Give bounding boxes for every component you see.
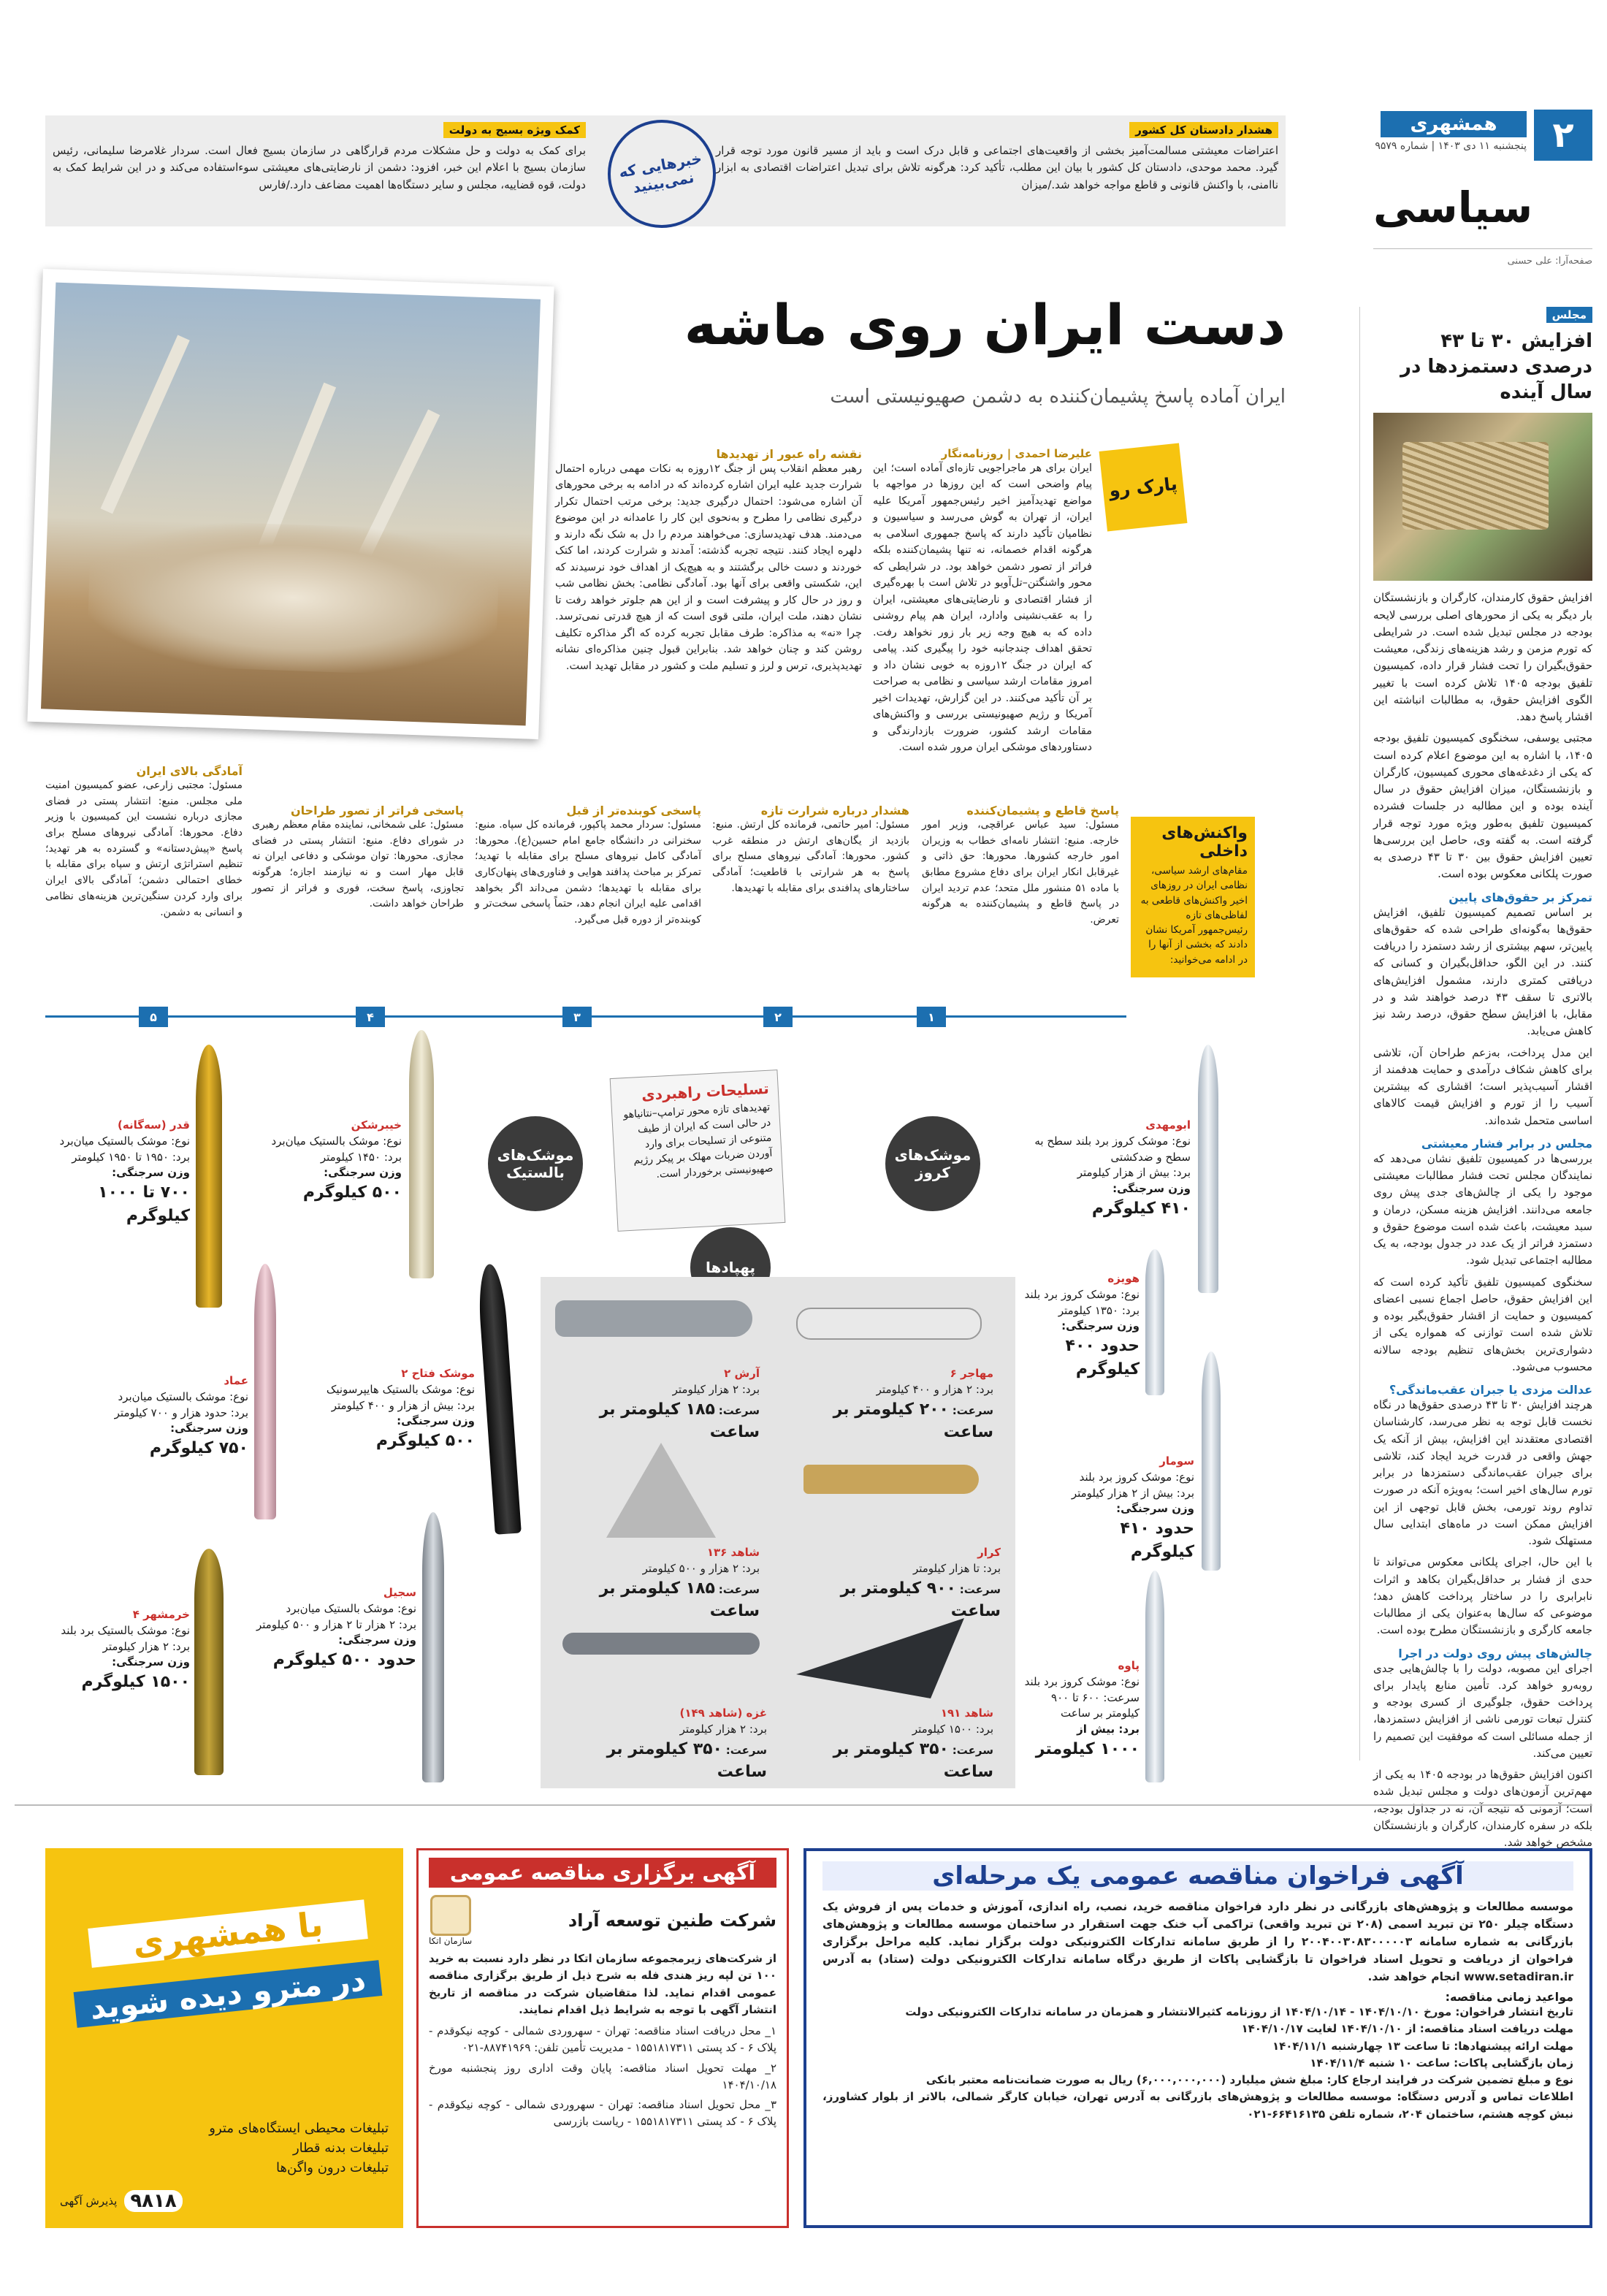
reaction-2 (712, 804, 909, 896)
main-title: دست ایران روی ماشه (684, 292, 1286, 357)
right-col-h2: تمرکز بر حقوق‌های پایین (1448, 890, 1592, 904)
park-badge-text: پارک رو (1108, 473, 1178, 501)
tender2-title: آگهی برگزاری مناقصه عمومی (429, 1858, 776, 1888)
missile-emad-weight: ۷۵۰ کیلوگرم (149, 1439, 248, 1457)
missile-paveh-name: پاوه (1118, 1659, 1140, 1672)
missile-abumahdi-type: نوع: موشک کروز برد بلند سطح به سطح و ضدکشتی (1034, 1134, 1191, 1164)
missile-fattah2 (299, 1366, 475, 1453)
missile-qadr-weight: ۷۰۰ تا ۱۰۰۰ کیلوگرم (98, 1183, 190, 1225)
missile-soumar (1052, 1454, 1194, 1564)
missile-fattah2-weight-label: وزن سرجنگی: (397, 1414, 475, 1428)
news-right-text: اعتراضات معیشتی مسالمت‌آمیز بخشی از واقعیت‌های اجتماعی و قابل درک است و باید از مسیر قانون مورد توجه قرار گیرد. محمد موحدی، دادستان کل کشور با بیان این مطلب، تأکید کرد: هرگونه تلاش برای تبدیل اعتراضات اقتصادی به ابزار ناامنی، با واکنش قانونی و قاطع مواجه خواهد شد./میزان (716, 144, 1278, 191)
right-col-p6: اجرای این مصوبه، دولت را با چالش‌هایی جدی روبه‌رو خواهد کرد. تأمین منابع پایدار برای پرداخت حقوق، جلوگیری از کسری بودجه و کنترل تبعات تورمی ناشی از افزایش دستمزدها، از جمله مسائلی است که موفقیت این تصمیم را تعیین می‌کند. (1373, 1661, 1592, 1760)
missile-hoveizeh (1008, 1271, 1140, 1381)
missile-khorramshahr-weight-label: وزن سرجنگی: (112, 1655, 190, 1669)
right-col-p3: بر اساس تصمیم کمیسیون تلفیق، افزایش حقوق‌ها به‌گونه‌ای طراحی شده که حقوق‌های پایین‌تر، سهم بیشتری از رشد دستمزد را دریافت کنند. در این الگو، حداقل‌بگیران و کسانی که دریافتی کمتری دارند، مشمول افزایش‌های بالاتری تا سقف ۴۳ درصد خواهند شد و در مقابل، با افزایش سطح حقوق، درصد رشد نیز کاهش می‌یابد. (1373, 905, 1593, 1038)
tender-date-2: مهلت دریافت اسناد مناقصه: از ۱۴۰۴/۱۰/۱۰ لغایت ۱۴۰۴/۱۰/۱۷ (1241, 2022, 1573, 2036)
stamp-text: خبرهایی که نمی‌بینید (617, 149, 703, 197)
missile-sejjil-weight-label: وزن سرجنگی: (338, 1633, 416, 1647)
missile-emad-type: نوع: موشک بالستیک میان‌برد (118, 1389, 248, 1403)
missile-qadr-image (196, 1045, 222, 1308)
missile-kheibar-range: برد: ۱۴۵۰ کیلومتر (320, 1150, 402, 1164)
center-info-box (610, 1069, 786, 1232)
drone-3-range: برد: ۲ هزار و ۵۰۰ کیلومتر (642, 1561, 760, 1575)
tender2-heading: شرکت طنین توسعه آراد (568, 1910, 776, 1931)
page-editor: صفحه‌آرا: علی حسنی (1507, 256, 1592, 267)
missile-abumahdi (1023, 1118, 1191, 1221)
missile-khorramshahr-range: برد: ۲ هزار کیلومتر (102, 1639, 190, 1653)
promo-item-2: تبلیغات بدنه قطار (292, 2140, 389, 2156)
tender-body: موسسه مطالعات و پژوهش‌های بازرگانی در نظر دارد فراخوان مناقصه خرید، نصب، راه اندازی، آموزش و خدمات پس از فروش یک دستگاه چیلر ۲۵۰ تن تبرید اسمی (۲۰۸ تن تبرید واقعی) تراکمی آب خنک جهت استقرار در ساختمان موسسه مطالعات و پژوهش‌های بازرگانی به شماره سامانه ۲۰۰۴۰۰۳۰۸۳۰۰۰۰۰۳ را از طریق سامانه تدارکات الکترونیکی دولت برگزار نماید. کلیه مراحل برگزاری فراخوان از دریافت و تحویل اسناد فراخوان تا بازگشایی پاکات از طریق درگاه سامانه تدارکات الکترونیکی دولت (ستاد) به آدرس www.setadiran.ir انجام خواهد شد. (822, 1900, 1573, 1984)
promo-line2: در مترو دیده شوید (74, 1960, 383, 2028)
drone-icon (796, 1618, 964, 1698)
reaction-2-body: مسئول: امیر حاتمی، فرمانده کل ارتش. منبع: بازدید از یگان‌های ارتش در منطقه غرب کشور. محورها: آمادگی نیروهای مسلح برای پاسخ به هر شرارتی با قاطعیت؛ آمادگی ساختارهای پدافندی برای مقابله با تهدیدها. (712, 819, 909, 894)
timeline-4: ۴ (356, 1007, 385, 1027)
missile-emad-image (254, 1264, 276, 1519)
center-info-text: تهدیدهای تازه محور ترامپ–نتانیاهو در حالی است که ایران از طیف متنوعی از تسلیحات برای وارد آوردن ضربات مهلک بر پیکر رژیم صهیونیستی برخوردار است. (623, 1101, 774, 1181)
missile-emad-range: برد: حدود هزار و ۷۰۰ کیلومتر (114, 1406, 248, 1419)
missile-sejjil-range: برد: ۲ هزار تا ۲ هزار و ۵۰۰ کیلومتر (256, 1617, 416, 1631)
drone-icon (796, 1308, 982, 1340)
drone-4-range: برد: تا هزار کیلومتر (912, 1561, 1001, 1575)
tender-dates-title: مواعید زمانی مناقصه: (1445, 1990, 1573, 2005)
promo-line1: با همشهری (88, 1899, 368, 1967)
drone-5-name: غزه (شاهد ۱۴۹) (679, 1706, 767, 1720)
reaction-5 (45, 764, 243, 920)
drone-icon (804, 1465, 979, 1494)
reactions-box (1131, 817, 1255, 977)
missile-fattah2-image (476, 1263, 522, 1535)
news-right-tag: هشدار دادستان کل کشور (1129, 122, 1278, 138)
etka-logo-icon (430, 1895, 471, 1936)
reactions-title: واکنش‌های داخلی (1161, 824, 1248, 861)
missile-hoveizeh-weight: حدود ۴۰۰ کیلوگرم (1065, 1337, 1140, 1378)
drone-1-range: برد: ۲ هزار کیلومتر (672, 1382, 760, 1396)
missile-qadr-range: برد: ۱۹۵۰ تا ۱۹۵۰ کیلومتر (72, 1150, 190, 1164)
drone-3-speed-label: سرعت: (718, 1582, 760, 1596)
drone-3-speed: ۱۸۵ کیلومتر بر ساعت (599, 1579, 760, 1621)
missile-paveh (1023, 1658, 1140, 1761)
money-photo (1373, 413, 1592, 581)
right-col-p4b: سخنگوی کمیسیون تلفیق تأکید کرده است که این افزایش حقوق، حاصل اجماع نسبی اعضای کمیسیون و حمایت از اقشار حقوق‌بگیر بوده و تلاش شده است توازنی که همواره یکی از دشواری‌ترین بخش‌های تنظیم بودجه سالانه محسوب می‌شود. (1373, 1275, 1592, 1373)
news-right (716, 123, 1278, 194)
reaction-3-body: مسئول: سردار محمد پاکپور، فرمانده کل سپاه. منبع: سخنرانی در دانشگاه جامع امام حسین(ع). محورها: آمادگی کامل نیروهای مسلح برای مقابله با تهدید؛ تمرکز بر مباحث پدافند هوایی و فناوری‌های پنهان‌کاری برای مقابله با تهدیدها؛ دشمن می‌داند اگر بخواهد اقدامی علیه ایران انجام دهد، حتماً پاسخی سخت‌تر و کوبنده‌تر از دوره قبل می‌گیرد. (475, 819, 701, 926)
drone-3-name: شاهد ۱۳۶ (706, 1546, 760, 1559)
right-col-p4: بررسی‌ها در کمیسیون تلفیق نشان می‌دهد که نمایندگان مجلس تحت فشار مطالبات معیشتی موجود را یکی از چالش‌های جدی پیش روی جامعه می‌دانند. افزایش هزینه مسکن، درمان و سبد معیشت، باعث شده است موضوع حقوق و دستمزد فراتر از یک عدد در جدول بودجه، به یک مطالبه اجتماعی تبدیل شود. (1373, 1151, 1592, 1267)
missile-khorramshahr-type: نوع: موشک بالستیک برد بلند (61, 1623, 190, 1637)
tender2-item-3: ۳_ محل تحویل اسناد مناقصه: تهران - سهروردی شمالی - کوچه نیکوقدم - پلاک ۶ - کد پستی ۱۵۵۱۸۱۷۳۱۱ - ریاست بازرسی (429, 2098, 776, 2129)
missile-abumahdi-image (1198, 1045, 1218, 1293)
missile-soumar-image (1202, 1351, 1221, 1571)
missile-sejjil-image (422, 1512, 444, 1782)
missile-khorramshahr-image (194, 1549, 224, 1775)
missile-fattah2-range: برد: بیش از هزار و ۴۰۰ کیلومتر (331, 1398, 475, 1412)
missile-paveh-weight: ۱۰۰۰ کیلومتر (1035, 1739, 1140, 1758)
missile-qadr-name: قدر (سه‌گانه) (118, 1118, 190, 1132)
date-line: پنجشنبه ۱۱ دی ۱۴۰۳ | شماره ۹۵۷۹ (1375, 140, 1527, 152)
drone-1-speed-label: سرعت: (718, 1403, 760, 1417)
missile-abumahdi-weight: ۴۱۰ کیلوگرم (1091, 1199, 1191, 1218)
missile-khorramshahr-weight: ۱۵۰۰ کیلوگرم (81, 1673, 190, 1691)
drone-6-name: شاهد ۱۹۱ (940, 1706, 993, 1720)
missile-soumar-weight: حدود ۴۱۰ کیلوگرم (1120, 1519, 1194, 1561)
park-badge (1099, 443, 1188, 532)
right-column (1373, 307, 1592, 1851)
right-col-p6b: اکنون افزایش حقوق‌ها در بودجه ۱۴۰۵ به یکی از مهم‌ترین آزمون‌های دولت و مجلس تبدیل شده است؛ آزمونی که نتیجه آن، نه در جداول بودجه، بلکه در سفره کارمندان، کارگران و بازنشستگان مشخص خواهد شد. (1373, 1768, 1592, 1850)
lead-col-left: رهبر معظم انقلاب پس از جنگ ۱۲روزه به نکات مهمی درباره احتمال شرارت جدید علیه ایران اشاره کرده‌اند که در ادامه به برخی محورهای آن اشاره می‌شود: احتمال درگیری جدید: برخی مرتب احتمال تکرار درگیری نظامی را مطرح و به‌نحوی این کار را عامدانه در این موضوع می‌دمند. هدف تهدیدسازی: می‌خواهند مردم را دل به شک نگه دارند و دلهره ایجاد کنند. نتیجه تجربه گذشته: آمدند و شرارت کردند، اما کتک خوردند و دست خالی برگشتند و به هیچ‌یک از اهداف خود نرسیدند که این، شکستی واقعی برای آنها بود. آمادگی نظامی: بخش نظامی شب و روز در حال کار و پیشرفت است و از این هم جلوتر خواهد رفت تا نشان دهند، ملت ایران، ملتی قوی است که از هیچ قدرتی نمی‌ترسد. چرا «نه» به مذاکره: طرف مقابل تجربه کرده که اگر مذاکره تکلیف روشن کند و چنان خواهد شد. بنابراین قبول چنین مذاکره‌ای نشانه تهدیدپذیری، ترس و لرز و تسلیم ملت و کشور در مقابل تهدید است. (555, 463, 862, 672)
right-col-headline: افزایش ۳۰ تا ۴۳ درصدی دستمزدها در سال آینده (1400, 330, 1592, 404)
missile-qadr-weight-label: وزن سرجنگی: (112, 1166, 190, 1180)
missile-hoveizeh-image (1145, 1249, 1164, 1395)
missile-soumar-weight-label: وزن سرجنگی: (1116, 1502, 1194, 1516)
drone-2-speed-label: سرعت: (952, 1403, 993, 1417)
missile-hoveizeh-name: هویزه (1107, 1272, 1140, 1285)
missile-fattah2-type: نوع: موشک بالستیک هایپرسونیک (326, 1382, 475, 1396)
paper-name: همشهری (1381, 111, 1527, 137)
lead-col-right: ایران برای هر ماجراجویی تازه‌ای آماده است؛ این پیام واضحی است که این روزها در مواجهه با مواضع تهدیدآمیز اخیر رئیس‌جمهور آمریکا علیه ایران، از تهران به گوش می‌رسد و سیاسیون و نظامیان تأکید دارند که پاسخ جمهوری اسلامی به هرگونه اقدام خصمانه، نه تنها پشیمان‌کننده بلکه فراتر از تصور دشمن خواهد بود. در شرایطی که محور واشنگتن–تل‌آویو در تلاش است با بهره‌گیری از فشار اقتصادی و نارضایتی‌های معیشتی، ایران را به عقب‌نشینی وادارد، ایران هم پیام روشنی داده که به هیچ وجه زیر بار زور نخواهد رفت. تحقق اهداف چندجانبه خود را پیگیری کند. پیامی که ایران در جنگ ۱۲روزه به خوبی نشان داد و امروز مقامات ارشد سیاسی و نظامی به صراحت بر آن تأکید می‌کنند. در این گزارش، تهدیدات اخیر آمریکا و رژیم صهیونیستی بررسی و واکنش‌های مقامات ارشد کشور، ضرورت بازدارندگی و دستاوردهای موشکی ایران مرور شده است. (873, 462, 1092, 753)
drones-circle: پهپادها (690, 1227, 771, 1308)
missile-paveh-range: سرعت: ۶۰۰ تا ۹۰۰ کیلومتر بر ساعت (1051, 1690, 1140, 1720)
missile-sejjil (256, 1585, 416, 1672)
missile-qadr-type: نوع: موشک بالستیک میان‌برد (59, 1134, 190, 1148)
missile-sejjil-name: سجیل (383, 1586, 416, 1599)
cruise-circle: موشک‌های کروز (885, 1116, 980, 1211)
reaction-4-title: پاسخی فراتر از تصور طراحان (290, 804, 464, 817)
right-col-h4: عدالت مزدی یا جبران عقب‌ماندگی؟ (1389, 1383, 1592, 1397)
drone-4-speed: ۹۰۰ کیلومتر بر ساعت (840, 1579, 1001, 1621)
missile-abumahdi-weight-label: وزن سرجنگی: (1112, 1182, 1191, 1195)
missile-paveh-type: نوع: موشک کروز برد بلند (1024, 1674, 1140, 1688)
missile-emad-name: عماد (224, 1374, 248, 1387)
drone-4-speed-label: سرعت: (959, 1582, 1001, 1596)
missile-qadr (51, 1118, 190, 1228)
timeline-3: ۳ (562, 1007, 592, 1027)
tender2-org: سازمان اتکا (429, 1936, 473, 1946)
missile-fattah2-name: موشک فتاح ۲ (401, 1367, 475, 1380)
missile-abumahdi-range: برد: بیش از هزار کیلومتر (1077, 1166, 1191, 1180)
right-col-lead: افزایش حقوق کارمندان، کارگران و بازنشستگان بار دیگر به یکی از محورهای اصلی بررسی لایحه بودجه در مجلس تبدیل شده است. در شرایطی که تورم مزمن و رشد هزینه‌های زندگی، معیشت حقوق‌بگیران را تحت فشار قرار داده، کمیسیون تلفیق بودجه ۱۴۰۵ تلاش کرده است با تغییر الگوی افزایش حقوق، به مطالبات انباشته این اقشار پاسخ دهد. (1373, 591, 1593, 724)
lead-article-right (873, 447, 1092, 755)
reaction-5-body: مسئول: مجتبی زارعی، عضو کمیسیون امنیت ملی مجلس. منبع: انتشار پستی در فضای مجازی درباره نشست این کمیسیون با وزیر دفاع. محورها: آمادگی نیروهای مسلح برای پاسخ «پیش‌دستانه» و گسترده به هر تهدید؛ تنظیم استراتژی ارتش و سپاه برای مقابله با خطای احتمالی دشمن؛ آمادگی بالای ایران برای وارد کردن سنگین‌ترین هزینه‌های نظامی و انسانی به دشمن. (45, 779, 243, 918)
reaction-4-body: مسئول: علی شمخانی، نماینده مقام معظم رهبری در شورای دفاع. منبع: انتشار پستی در فضای مجازی. محورها: توان موشکی و دفاعی ایران نه قابل مهار است و نه نیازمند اجازه؛ هرگونه تجاوزی، پاسخ سخت، فوری و فراتر از تصور طراحان خواهد داشت. (252, 819, 464, 910)
reaction-5-title: آمادگی بالای ایران (136, 764, 243, 778)
ballistic-circle: موشک‌های بالستیک (488, 1116, 583, 1211)
missile-hoveizeh-type: نوع: موشک کروز برد بلند (1024, 1287, 1140, 1301)
drone-2-name: مهاجر ۶ (950, 1367, 993, 1380)
missile-kheibar (256, 1118, 402, 1205)
missile-kheibar-type: نوع: موشک بالستیک میان‌برد (271, 1134, 402, 1148)
drone-icon (562, 1633, 760, 1655)
promo-phone: ۹۸۱۸ (124, 2190, 182, 2212)
drone-icon (555, 1300, 752, 1337)
reaction-3-title: پاسخی کوبنده‌تر از قبل (566, 804, 701, 817)
drone-mohajer6 (782, 1286, 1001, 1442)
tender-date-3: مهلت ارائه پیشنهادها: تا ساعت ۱۳ چهارشنبه ۱۴۰۴/۱۱/۱ (1272, 2039, 1573, 2053)
right-col-h3: مجلس در برابر فشار معیشتی (1421, 1136, 1592, 1151)
main-subtitle: ایران آماده پاسخ پشیمان‌کننده به دشمن صهیونیستی است (830, 386, 1286, 408)
missile-fattah2-weight: ۵۰۰ کیلوگرم (375, 1432, 475, 1450)
section-title: سیاسی (1373, 183, 1533, 232)
stamp (599, 111, 724, 236)
news-left-text: برای کمک به دولت و حل مشکلات مردم قرارگاهی در سازمان بسیج فعال است. سردار غلامرضا سلیمانی، رئیس سازمان بسیج با اعلام این خبر، افزود: دشمن از نارضایتی‌های معیشتی سوءاستفاده می‌کند و در این شرایط کمک به دولت، قوه قضاییه، مجلس و سایر دستگاه‌ها اهمیت مضاعف دارد./فارس (53, 144, 586, 191)
missile-launch-photo (27, 269, 554, 739)
missile-khorramshahr (51, 1607, 190, 1694)
drone-2-speed: ۲۰۰ کیلومتر بر ساعت (833, 1400, 993, 1442)
missile-soumar-name: سومار (1159, 1454, 1194, 1468)
news-left (53, 123, 586, 194)
missile-kheibar-weight-label: وزن سرجنگی: (324, 1166, 402, 1180)
drone-5-range: برد: ۲ هزار کیلومتر (679, 1722, 767, 1736)
reaction-1-body: مسئول: سید عباس عراقچی، وزیر امور خارجه. منبع: انتشار نامه‌ای خطاب به وزیران امور خارجه کشورها. محورها: حق ذاتی و غیرقابل انکار ایران برای دفاع مشروع مطابق با ماده ۵۱ منشور ملل متحد؛ عدم تردید ایران در پاسخ قاطع و پشیمان‌کننده به هرگونه تعرض. (922, 819, 1119, 926)
right-col-p5b: با این حال، اجرای پلکانی معکوس می‌تواند تا حدی از فشار بر حداقل‌بگیران بکاهد و اثرات نابرابری را در ساختار پرداخت کاهش دهد؛ موضوعی که سال‌ها به‌عنوان یکی از مطالبات جامعه کارگری و بازنشستگان مطرح بوده است. (1373, 1555, 1592, 1637)
drone-icon (606, 1443, 716, 1538)
roadmap-head: نقشه راه عبور از تهدیدها (716, 447, 862, 461)
promo-item-1: تبلیغات محیطی ایستگاه‌های مترو (209, 2121, 389, 2136)
drone-1-speed: ۱۸۵ کیلومتر بر ساعت (599, 1400, 760, 1442)
masthead (1373, 110, 1592, 278)
drone-shahed191 (782, 1618, 1001, 1782)
missile-sejjil-weight: حدود ۵۰۰ کیلوگرم (272, 1651, 416, 1669)
tender2-body: از شرکت‌های زیرمجموعه سازمان اتکا در نظر دارد نسبت به خرید ۱۰۰ تن لپه ریز هندی فله به شرح ذیل از طریق برگزاری مناقصه عمومی اقدام نماید. لذا متقاضیان شرکت در مناقصه از تاریخ انتشار آگهی با توجه به شرایط ذیل اقدام نمایند. (429, 1952, 776, 2016)
missile-sejjil-type: نوع: موشک بالستیک میان‌برد (286, 1601, 416, 1615)
tender-date-1: تاریخ انتشار فراخوان: مورخ ۱۴۰۴/۱۰/۱۰ - ۱۴۰۴/۱۰/۱۴ از روزنامه کثیرالانتشار و همزمان در سامانه تدارکات الکترونیکی دولت (905, 2005, 1573, 2019)
page-number-box (1534, 110, 1592, 161)
drone-6-range: برد: ۱۵۰۰ کیلومتر (912, 1722, 993, 1736)
drone-gaza (555, 1618, 774, 1782)
promo-ad (45, 1848, 403, 2228)
top-strip (45, 115, 1286, 226)
reaction-3 (475, 804, 701, 928)
tender-ad (804, 1848, 1592, 2228)
reaction-1 (922, 804, 1119, 928)
right-col-p2: مجتبی یوسفی، سخنگوی کمیسیون تلفیق بودجه ۱۴۰۵، با اشاره به این موضوع اعلام کرده است که یکی از دغدغه‌های محوری کمیسیون، کارگران و بازنشستگان، میزان افزایش حقوق در سال آینده بوده و این مطالبه در جلسات فشرده کمیسیون تلفیق به‌طور ویژه مورد توجه قرار گرفته است. به گفته وی، حاصل این بررسی‌ها تعیین افزایش حقوق بین ۳۰ تا ۴۳ درصدی به صورت پلکانی معکوس بوده است. (1373, 731, 1593, 881)
missile-abumahdi-name: ابومهدی (1145, 1118, 1191, 1132)
timeline-1: ۱ (917, 1007, 946, 1027)
drone-5-speed: ۳۵۰ کیلومتر بر ساعت (606, 1739, 767, 1782)
missile-soumar-range: برد: بیش از ۲ هزار کیلومتر (1071, 1486, 1194, 1500)
drone-5-speed-label: سرعت: (725, 1743, 767, 1757)
missile-kheibar-image (409, 1030, 434, 1278)
missile-soumar-type: نوع: موشک کروز برد بلند (1079, 1470, 1194, 1484)
missile-emad-weight-label: وزن سرجنگی: (170, 1422, 248, 1435)
tender-date-6: اطلاعات تماس و آدرس دستگاه: موسسه مطالعات و پژوهش‌های بازرگانی به آدرس تهران، خیابان کارگر شمالی، بالاتر از بلوار کشاورز، نبش کوچه هشتم، ساختمان ۲۰۴، شماره تلفن ۶۶۴۱۶۱۳۵-۰۲۱ (822, 2090, 1573, 2121)
right-col-h5: چالش‌های پیش روی دولت در اجرا (1398, 1646, 1592, 1660)
tender-title: آگهی فراخوان مناقصه عمومی یک مرحله‌ای (822, 1861, 1573, 1891)
reaction-4 (252, 804, 464, 912)
timeline-5: ۵ (139, 1007, 168, 1027)
news-left-tag: کمک ویژه بسیج به دولت (443, 122, 586, 138)
tender2-item-2: ۲_ مهلت تحویل اسناد مناقصه: پایان وقت اداری روز پنجشنبه مورخ ۱۴۰۴/۱۰/۱۸ (429, 2061, 776, 2091)
drone-shahed136 (577, 1443, 767, 1621)
promo-item-3: تبلیغات درون واگن‌ها (276, 2160, 389, 2175)
drone-4-name: کرار (977, 1546, 1001, 1559)
missile-paveh-image (1145, 1571, 1164, 1782)
missile-kheibar-weight: ۵۰۰ کیلوگرم (302, 1183, 402, 1202)
missile-kheibar-name: خیبرشکن (351, 1118, 402, 1132)
missile-khorramshahr-name: خرمشهر ۴ (132, 1608, 190, 1621)
reactions-text: مقام‌های ارشد سیاسی، نظامی ایران در روزهای اخیر واکنش‌های قاطعی به لفاظی‌های تازه رئیس‌جمهور آمریکا نشان دادند که بخشی از آنها را در ادامه می‌خوانید: (1140, 865, 1248, 966)
tender-date-5: نوع و مبلغ تضمین شرکت در فرایند ارجاع کار: مبلغ شش میلیارد (۶,۰۰۰,۰۰۰,۰۰۰) ریال به صورت ضمانت‌نامه معتبر بانکی (925, 2073, 1573, 2087)
page-number: ۲ (1552, 115, 1574, 156)
missile-hoveizeh-weight-label: وزن سرجنگی: (1061, 1319, 1140, 1333)
byline: علیرضا احمدی | روزنامه‌نگار (941, 447, 1092, 460)
drone-karrar (789, 1443, 1008, 1621)
drone-2-range: برد: ۲ هزار و ۴۰۰ کیلومتر (876, 1382, 993, 1396)
right-col-p5: هرچند افزایش ۳۰ تا ۴۳ درصدی حقوق‌ها در نگاه نخست قابل توجه به نظر می‌رسد، کارشناسان اقتصادی معتقدند این افزایش، بیش از آنکه یک جهش واقعی در قدرت خرید ایجاد کند، تلاشی برای جبران عقب‌ماندگی دستمزدها در برابر تورم سال‌های اخیر است؛ به‌ویژه آنکه در صورت تداوم روند تورمی، بخش قابل توجهی از این افزایش ممکن است در ماه‌های ابتدایی سال مستهلک شود. (1373, 1398, 1592, 1548)
promo-footer: پذیرش آگهی (60, 2194, 118, 2208)
drone-arash2 (548, 1286, 767, 1442)
drone-1-name: آرش ۲ (724, 1367, 760, 1380)
drone-6-speed: ۳۵۰ کیلومتر بر ساعت (833, 1739, 993, 1782)
right-col-p3b: این مدل پرداخت، به‌زعم طراحان آن، تلاشی برای کاهش شکاف درآمدی و حمایت هدفمند از اقشار آسیب‌پذیر است؛ اقشاری که بیشترین آسیب را از تورم و افزایش قیمت کالاهای اساسی متحمل شده‌اند. (1373, 1045, 1592, 1127)
timeline-2: ۲ (763, 1007, 793, 1027)
lead-article-left (555, 447, 862, 674)
reaction-2-title: هشدار درباره شرارت تازه (760, 804, 909, 817)
tender2-item-1: ۱_ محل دریافت اسناد مناقصه: تهران - سهروردی شمالی - کوچه نیکوقدم - پلاک ۶ - کد پستی ۱۵۵۱۸۱۷۳۱۱ - مدیریت تأمین تلفن: ۸۸۷۴۱۹۶۹-۰۲۱ (429, 2024, 776, 2055)
missile-emad (80, 1373, 248, 1460)
missile-paveh-weight-label: برد: بیش از (1077, 1723, 1140, 1736)
right-col-tag: مجلس (1546, 307, 1592, 323)
tender2-ad (416, 1848, 789, 2228)
drone-6-speed-label: سرعت: (952, 1743, 993, 1757)
center-info-title: تسلیحات راهبردی (641, 1079, 770, 1104)
missile-hoveizeh-range: برد: ۱۳۵۰ کیلومتر (1058, 1303, 1140, 1317)
tender-date-4: زمان بازگشایی پاکات: ساعت ۱۰ شنبه ۱۴۰۴/۱۱/۴ (1310, 2056, 1573, 2070)
reaction-1-title: پاسخ قاطع و پشیمان‌کننده (966, 804, 1119, 817)
